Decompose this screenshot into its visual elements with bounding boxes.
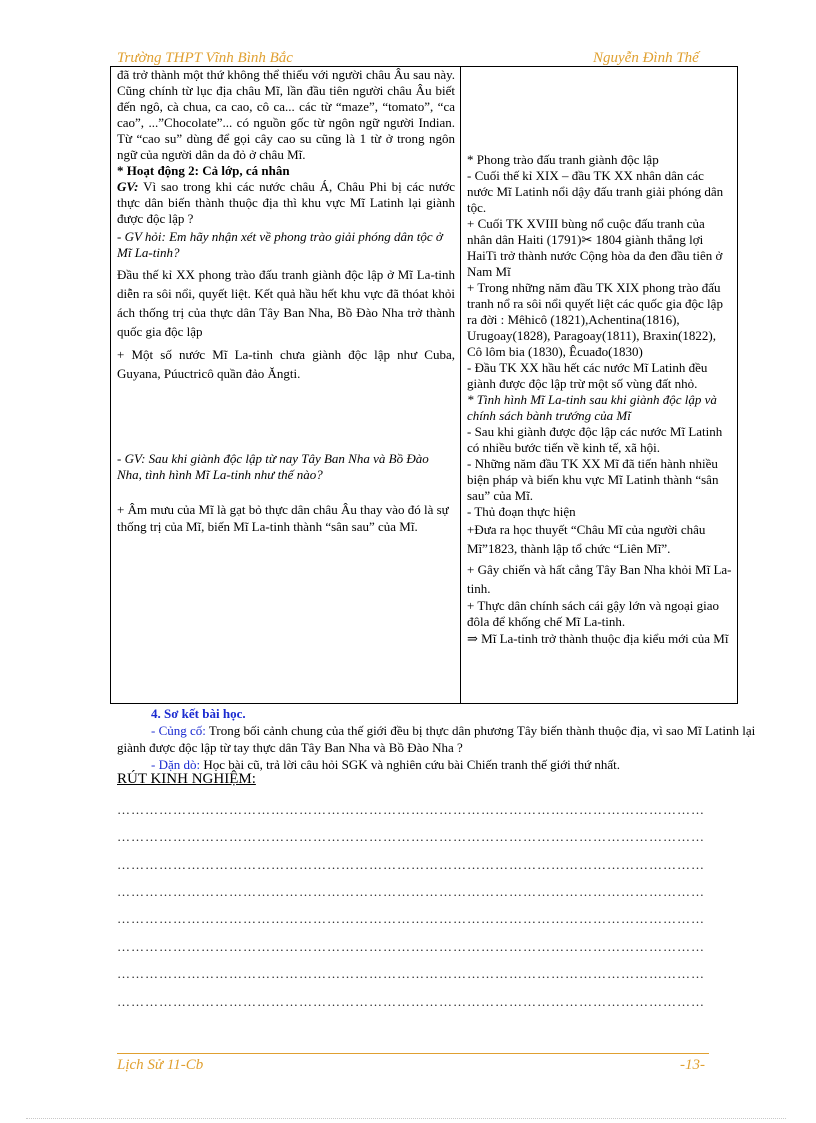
gv-question-text: Vì sao trong khi các nước châu Á, Châu Phi bị các nước thực dân biến thành thuộc địa thì khu vực Mĩ Latinh lại giành được độc lập ? xyxy=(117,179,455,226)
dotted-line: ……………………………………………………………………………………………………………… xyxy=(117,802,705,817)
left-para-us-plot: + Âm mưu của Mĩ là gạt bỏ thực dân châu Âu thay vào đó là sự thống trị của Mĩ, biến Mĩ La-tinh thành “sân sau” của Mĩ. xyxy=(117,502,449,534)
summary-heading: 4. Sơ kết bài học. xyxy=(151,706,246,721)
right-heading-movement: * Phong trào đấu tranh giành độc lập xyxy=(467,152,659,167)
right-item-nations: + Trong những năm đầu TK XIX phong trào đấu tranh nổ ra sôi nổi quyết liệt các quốc gia độc lập ra đời : Mêhicô (1821),Achentina(1816), Urugoay(1828), Paragoay(1811), Braxin(1822), Cô lôm bia (1830), Êcuađo(1830) xyxy=(467,280,723,359)
right-item-doctrine: +Đưa ra học thuyết “Châu Mĩ của người châu Mĩ”1823, thành lập tổ chức “Liên Mĩ”. xyxy=(467,522,706,556)
table-column-divider xyxy=(460,66,461,704)
right-item-methods: - Thủ đoạn thực hiện xyxy=(467,504,576,519)
right-item-haiti: + Cuối TK XVIII bùng nổ cuộc đấu tranh của nhân dân Haiti (1791)✂ 1804 giành thắng lợi HaiTi trở thành nước Cộng hòa da đen đầu tiên ở Nam Mĩ xyxy=(467,216,723,279)
dotted-line: ……………………………………………………………………………………………………………… xyxy=(117,966,705,981)
consolidate-label: - Củng cố: xyxy=(151,723,206,738)
teacher-question xyxy=(117,179,455,227)
dotted-line: ……………………………………………………………………………………………………………… xyxy=(117,857,705,872)
dotted-line: ……………………………………………………………………………………………………………… xyxy=(117,829,705,844)
right-item-progress: - Sau khi giành được độc lập các nước Mĩ Latinh có nhiều bước tiến về kinh tế, xã hội. xyxy=(467,424,723,455)
left-para-intro: đã trở thành một thứ không thể thiếu với người châu Âu sau này. Cũng chính từ lục địa châu Mĩ, lần đầu tiên người châu Âu biết đến ngô, cà chua, ca cao, cô ca... các từ “maze”, “tomato”, “ca cao”, ...”Chocolate”... có nguồn gốc từ ngôn ngữ người Indian. Từ “cao su” dùng để gọi cây cao su cũng là 1 từ ở trong ngôn ngữ của người dân da đỏ ở châu Mĩ. xyxy=(117,67,455,162)
dotted-line: ……………………………………………………………………………………………………………… xyxy=(117,994,705,1009)
right-heading-situation: * Tình hình Mĩ La-tinh sau khi giành độc lập và chính sách bành trướng của Mĩ xyxy=(467,392,717,423)
footer-page-number: -13- xyxy=(680,1057,705,1073)
consolidate-text xyxy=(117,722,757,756)
footer-rule xyxy=(117,1053,709,1054)
lesson-summary xyxy=(117,705,757,773)
gv-ask: - GV hỏi: Em hãy nhận xét về phong trào giải phóng dân tộc ở Mĩ La-tinh? xyxy=(117,229,443,260)
experience-title: RÚT KINH NGHIỆM: xyxy=(117,771,256,787)
right-column xyxy=(467,152,733,647)
header-teacher: Nguyễn Đình Thế xyxy=(593,50,699,66)
dotted-line: ……………………………………………………………………………………………………………… xyxy=(117,939,705,954)
left-column xyxy=(117,67,455,535)
page-border xyxy=(26,1118,786,1119)
left-para-not-independent: + Một số nước Mĩ La-tinh chưa giành độc lập như Cuba, Guyana, Púuctricô quần đảo Ăngti. xyxy=(117,347,455,381)
left-para-movement: Đầu thế kỉ XX phong trào đấu tranh giành độc lập ở Mĩ La-tinh diễn ra sôi nổi, quyết liệt. Kết quả hầu hết khu vực đã thóat khỏi ách thống trị của thực dân Tây Ban Nha, Bồ Đào Nha trở thành quốc gia độc lập xyxy=(117,267,455,339)
right-item-bigstick: + Thực dân chính sách cái gậy lớn và ngoại giao đôla để khống chế Mĩ La-tinh. xyxy=(467,598,720,629)
right-item-early-20c: - Đầu TK XX hầu hết các nước Mĩ Latinh đều giành được độc lập trừ một số vùng đất nhỏ. xyxy=(467,360,708,391)
activity-heading: * Hoạt động 2: Cả lớp, cá nhân xyxy=(117,163,290,178)
dotted-line: ……………………………………………………………………………………………………………… xyxy=(117,884,705,899)
right-item-war: + Gây chiến và hất cẳng Tây Ban Nha khỏi Mĩ La-tinh. xyxy=(467,562,732,596)
right-item-1: - Cuối thế kỉ XIX – đầu TK XX nhân dân các nước Mĩ Latinh nổi dậy đấu tranh giải phóng dân tộc. xyxy=(467,168,724,215)
gv-situation-question: - GV: Sau khi giành độc lập từ nay Tây Ban Nha và Bồ Đào Nha, tình hình Mĩ La-tinh như thế nào? xyxy=(117,451,429,482)
header-school: Trường THPT Vĩnh Bình Bắc xyxy=(117,50,293,66)
homework-label: - Dặn dò: xyxy=(151,757,201,772)
right-item-conclusion: ⇒ Mĩ La-tinh trở thành thuộc địa kiểu mới của Mĩ xyxy=(467,631,729,646)
gv-label: GV: xyxy=(117,179,139,194)
footer-subject: Lịch Sử 11-Cb xyxy=(117,1057,204,1073)
dotted-line: ……………………………………………………………………………………………………………… xyxy=(117,911,705,926)
homework-body: Học bài cũ, trả lời câu hỏi SGK và nghiên cứu bài Chiến tranh thế giới thứ nhất. xyxy=(200,757,621,772)
consolidate-body: Trong bối cảnh chung của thế giới đều bị thực dân phương Tây biến thành thuộc địa, vì sao Mĩ Latinh lại giành được độc lập từ tay thực dân Tây Ban Nha và Bồ Đào Nha ? xyxy=(117,723,756,755)
right-item-backyard: - Những năm đầu TK XX Mĩ đã tiến hành nhiều biện pháp và biến khu vực Mĩ Latinh thành “sân sau” của Mĩ. xyxy=(467,456,719,503)
